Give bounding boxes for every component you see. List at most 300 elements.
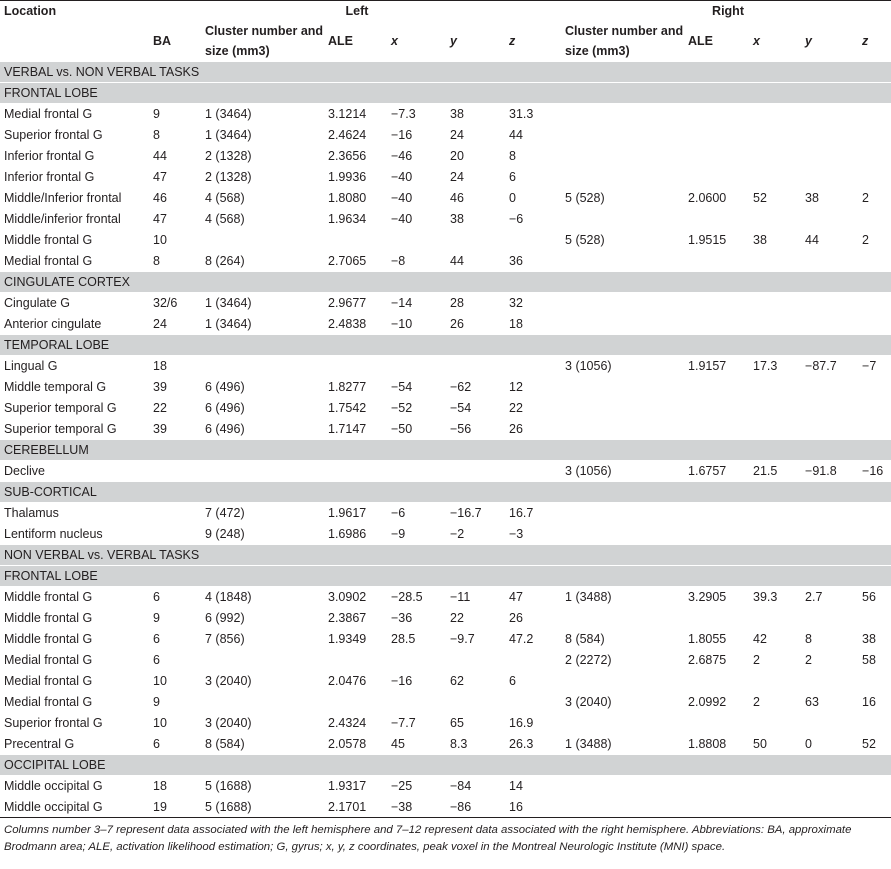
table-row bbox=[0, 713, 891, 734]
table-cell: 39.3 bbox=[749, 587, 801, 608]
table-cell: 6 bbox=[505, 167, 561, 188]
section-row bbox=[0, 482, 891, 503]
table-cell bbox=[858, 419, 891, 440]
table-cell bbox=[858, 125, 891, 146]
table-cell bbox=[749, 104, 801, 125]
table-cell: 1 (3488) bbox=[561, 587, 684, 608]
table-cell bbox=[684, 251, 749, 272]
table-cell: Inferior frontal G bbox=[0, 167, 149, 188]
table-cell: 1 (3464) bbox=[201, 104, 324, 125]
table-cell: 5 (1688) bbox=[201, 797, 324, 818]
table-cell bbox=[561, 524, 684, 545]
table-cell: 38 bbox=[749, 230, 801, 251]
table-cell bbox=[201, 650, 324, 671]
table-cell: −40 bbox=[387, 167, 446, 188]
table-cell: 47.2 bbox=[505, 629, 561, 650]
table-cell: −16 bbox=[387, 125, 446, 146]
table-cell: Anterior cingulate bbox=[0, 314, 149, 335]
table-cell bbox=[801, 314, 858, 335]
table-cell: Superior temporal G bbox=[0, 419, 149, 440]
table-row bbox=[0, 524, 891, 545]
table-cell bbox=[801, 797, 858, 818]
section-label: CEREBELLUM bbox=[0, 440, 891, 461]
table-cell: 65 bbox=[446, 713, 505, 734]
table-cell: −46 bbox=[387, 146, 446, 167]
table-cell bbox=[684, 503, 749, 524]
table-cell: 28 bbox=[446, 293, 505, 314]
table-cell: 46 bbox=[446, 188, 505, 209]
table-row bbox=[0, 188, 891, 209]
table-cell: 47 bbox=[149, 209, 201, 230]
table-cell: 2.7 bbox=[801, 587, 858, 608]
table-cell: 2 bbox=[858, 230, 891, 251]
table-cell bbox=[561, 608, 684, 629]
table-cell: 47 bbox=[505, 587, 561, 608]
table-cell: 16.7 bbox=[505, 503, 561, 524]
table-cell: 16.9 bbox=[505, 713, 561, 734]
table-cell: 39 bbox=[149, 377, 201, 398]
table-row bbox=[0, 230, 891, 251]
table-cell: 10 bbox=[149, 713, 201, 734]
table-cell bbox=[201, 356, 324, 377]
table-cell: 2 (1328) bbox=[201, 167, 324, 188]
table-cell: −16 bbox=[387, 671, 446, 692]
table-cell: 24 bbox=[149, 314, 201, 335]
table-cell: 3.2905 bbox=[684, 587, 749, 608]
table-cell: 2.9677 bbox=[324, 293, 387, 314]
table-cell: 6 bbox=[149, 629, 201, 650]
table-cell bbox=[561, 398, 684, 419]
table-cell bbox=[324, 461, 387, 482]
left-hemisphere-header bbox=[149, 1, 561, 22]
table-cell: 24 bbox=[446, 125, 505, 146]
table-cell bbox=[749, 608, 801, 629]
table-cell: 39 bbox=[149, 419, 201, 440]
table-row bbox=[0, 104, 891, 125]
table-cell bbox=[801, 713, 858, 734]
table-cell: 16 bbox=[505, 797, 561, 818]
table-cell: −16 bbox=[858, 461, 891, 482]
table-cell: 1.6986 bbox=[324, 524, 387, 545]
table-cell: 7 (856) bbox=[201, 629, 324, 650]
col-left-ale: ALE bbox=[328, 34, 353, 48]
table-cell bbox=[561, 125, 684, 146]
table-cell bbox=[446, 650, 505, 671]
table-cell: 2 bbox=[749, 692, 801, 713]
table-cell bbox=[858, 314, 891, 335]
table-cell bbox=[149, 503, 201, 524]
table-row bbox=[0, 776, 891, 797]
table-cell: 8 bbox=[505, 146, 561, 167]
table-row bbox=[0, 734, 891, 755]
table-cell: 2.6875 bbox=[684, 650, 749, 671]
table-cell: 2 bbox=[801, 650, 858, 671]
table-cell: 42 bbox=[749, 629, 801, 650]
table-cell bbox=[858, 146, 891, 167]
table-cell bbox=[561, 209, 684, 230]
table-cell: Lingual G bbox=[0, 356, 149, 377]
table-cell: 31.3 bbox=[505, 104, 561, 125]
table-cell: 19 bbox=[149, 797, 201, 818]
table-cell: Inferior frontal G bbox=[0, 146, 149, 167]
section-label: SUB-CORTICAL bbox=[0, 482, 891, 503]
table-cell: 36 bbox=[505, 251, 561, 272]
table-cell bbox=[858, 209, 891, 230]
table-cell: −8 bbox=[387, 251, 446, 272]
table-cell: 2.0992 bbox=[684, 692, 749, 713]
table-cell: 44 bbox=[149, 146, 201, 167]
table-cell: 44 bbox=[446, 251, 505, 272]
table-cell: 8.3 bbox=[446, 734, 505, 755]
table-cell bbox=[446, 356, 505, 377]
table-cell bbox=[561, 251, 684, 272]
table-cell bbox=[561, 797, 684, 818]
table-cell: 2 bbox=[749, 650, 801, 671]
table-cell: Middle occipital G bbox=[0, 797, 149, 818]
table-cell: 32 bbox=[505, 293, 561, 314]
col-right-z: z bbox=[862, 34, 869, 48]
table-cell: 63 bbox=[801, 692, 858, 713]
table-cell: 18 bbox=[505, 314, 561, 335]
table-cell: 6 bbox=[149, 587, 201, 608]
table-cell bbox=[801, 671, 858, 692]
table-cell: 8 (584) bbox=[201, 734, 324, 755]
table-cell bbox=[324, 692, 387, 713]
table-cell: −3 bbox=[505, 524, 561, 545]
table-row bbox=[0, 314, 891, 335]
table-cell: 1.9936 bbox=[324, 167, 387, 188]
table-cell bbox=[387, 461, 446, 482]
table-cell bbox=[801, 209, 858, 230]
table-footnote: Columns number 3–7 represent data associated with the left hemisphere and 7–12 represent data associated with the right hemisphere. Abbreviations: BA, approximate Brodmann area; ALE, activation likelihood estimation; G, gyrus; x, y, z coordinates, peak voxel in the Montreal Neurologic Institute (MNI) space. bbox=[4, 824, 852, 853]
section-label: VERBAL vs. NON VERBAL TASKS bbox=[0, 62, 891, 83]
table-cell bbox=[505, 650, 561, 671]
table-cell: Cingulate G bbox=[0, 293, 149, 314]
table-cell: 7 (472) bbox=[201, 503, 324, 524]
table-cell: 18 bbox=[149, 356, 201, 377]
table-cell bbox=[684, 293, 749, 314]
table-cell: −84 bbox=[446, 776, 505, 797]
table-cell: 2.3656 bbox=[324, 146, 387, 167]
table-cell bbox=[749, 419, 801, 440]
table-cell: 2.1701 bbox=[324, 797, 387, 818]
table-row bbox=[0, 692, 891, 713]
table-cell bbox=[684, 398, 749, 419]
table-cell: 45 bbox=[387, 734, 446, 755]
table-cell: 9 (248) bbox=[201, 524, 324, 545]
table-cell bbox=[505, 461, 561, 482]
col-left-y: y bbox=[450, 34, 457, 48]
col-ba: BA bbox=[153, 34, 172, 48]
table-cell: 8 (584) bbox=[561, 629, 684, 650]
table-cell bbox=[561, 104, 684, 125]
table-cell: 38 bbox=[858, 629, 891, 650]
table-cell: 6 bbox=[149, 734, 201, 755]
table-cell: 0 bbox=[505, 188, 561, 209]
table-cell bbox=[324, 230, 387, 251]
table-cell: Medial frontal G bbox=[0, 671, 149, 692]
section-row bbox=[0, 335, 891, 356]
table-cell: 3 (1056) bbox=[561, 356, 684, 377]
table-cell: −54 bbox=[446, 398, 505, 419]
table-cell: Middle/inferior frontal bbox=[0, 209, 149, 230]
section-row bbox=[0, 62, 891, 83]
table-cell bbox=[749, 713, 801, 734]
table-cell: −87.7 bbox=[801, 356, 858, 377]
col-right-y: y bbox=[805, 34, 812, 48]
table-cell: 38 bbox=[446, 209, 505, 230]
table-cell: 1.9157 bbox=[684, 356, 749, 377]
table-cell: 6 (496) bbox=[201, 419, 324, 440]
table-cell: 52 bbox=[749, 188, 801, 209]
table-cell: −7.7 bbox=[387, 713, 446, 734]
table-cell: 1.7542 bbox=[324, 398, 387, 419]
table-cell: 0 bbox=[801, 734, 858, 755]
col-left-x: x bbox=[391, 34, 398, 48]
table-cell bbox=[858, 503, 891, 524]
table-row bbox=[0, 167, 891, 188]
table-cell bbox=[684, 713, 749, 734]
table-cell: Declive bbox=[0, 461, 149, 482]
table-cell: 2.4838 bbox=[324, 314, 387, 335]
table-row bbox=[0, 209, 891, 230]
table-cell: Middle frontal G bbox=[0, 608, 149, 629]
table-cell bbox=[561, 671, 684, 692]
table-cell: −7.3 bbox=[387, 104, 446, 125]
table-cell: −25 bbox=[387, 776, 446, 797]
left-header-label: Left bbox=[345, 4, 369, 18]
table-cell bbox=[858, 398, 891, 419]
table-cell: 62 bbox=[446, 671, 505, 692]
table-cell bbox=[684, 671, 749, 692]
table-cell: −9 bbox=[387, 524, 446, 545]
table-cell: −6 bbox=[505, 209, 561, 230]
table-cell bbox=[801, 293, 858, 314]
table-cell: 2.7065 bbox=[324, 251, 387, 272]
table-cell bbox=[749, 524, 801, 545]
table-cell: −38 bbox=[387, 797, 446, 818]
table-cell bbox=[801, 608, 858, 629]
table-cell bbox=[201, 461, 324, 482]
table-cell: 9 bbox=[149, 692, 201, 713]
col-right-x: x bbox=[753, 34, 760, 48]
table-cell: 8 bbox=[149, 251, 201, 272]
table-cell: 3.0902 bbox=[324, 587, 387, 608]
table-cell: 8 bbox=[801, 629, 858, 650]
table-cell bbox=[684, 608, 749, 629]
table-cell: 21.5 bbox=[749, 461, 801, 482]
table-row bbox=[0, 398, 891, 419]
table-cell bbox=[561, 503, 684, 524]
table-cell: 56 bbox=[858, 587, 891, 608]
table-cell bbox=[801, 503, 858, 524]
table-cell bbox=[749, 209, 801, 230]
table-cell: 52 bbox=[858, 734, 891, 755]
table-cell: 4 (568) bbox=[201, 209, 324, 230]
table-cell: 20 bbox=[446, 146, 505, 167]
section-row bbox=[0, 566, 891, 587]
table-cell bbox=[858, 713, 891, 734]
table-cell: −40 bbox=[387, 188, 446, 209]
table-cell bbox=[387, 650, 446, 671]
table-cell: −16.7 bbox=[446, 503, 505, 524]
section-label: NON VERBAL vs. VERBAL TASKS bbox=[0, 545, 891, 566]
table-cell bbox=[749, 671, 801, 692]
table-cell: 1 (3464) bbox=[201, 314, 324, 335]
table-cell: −7 bbox=[858, 356, 891, 377]
table-cell: Superior temporal G bbox=[0, 398, 149, 419]
table-cell bbox=[749, 776, 801, 797]
table-cell: 6 bbox=[505, 671, 561, 692]
table-cell: 2.3867 bbox=[324, 608, 387, 629]
table-cell bbox=[324, 650, 387, 671]
table-cell: 44 bbox=[801, 230, 858, 251]
table-cell: −54 bbox=[387, 377, 446, 398]
table-row bbox=[0, 461, 891, 482]
table-cell bbox=[858, 167, 891, 188]
table-cell: −2 bbox=[446, 524, 505, 545]
table-cell: Middle frontal G bbox=[0, 587, 149, 608]
table-cell bbox=[684, 776, 749, 797]
table-cell: 1 (3488) bbox=[561, 734, 684, 755]
table-row bbox=[0, 671, 891, 692]
table-cell bbox=[505, 692, 561, 713]
table-cell: −91.8 bbox=[801, 461, 858, 482]
section-row bbox=[0, 440, 891, 461]
table-cell bbox=[749, 314, 801, 335]
table-cell: 6 bbox=[149, 650, 201, 671]
table-cell: −52 bbox=[387, 398, 446, 419]
table-cell: Medial frontal G bbox=[0, 692, 149, 713]
table-cell bbox=[749, 146, 801, 167]
table-cell: 22 bbox=[505, 398, 561, 419]
table-cell: 26 bbox=[505, 419, 561, 440]
table-cell bbox=[684, 524, 749, 545]
table-cell bbox=[749, 125, 801, 146]
table-cell: −40 bbox=[387, 209, 446, 230]
table-row bbox=[0, 797, 891, 818]
table-cell: 4 (1848) bbox=[201, 587, 324, 608]
table-cell bbox=[561, 314, 684, 335]
table-cell bbox=[684, 167, 749, 188]
table-cell: 3 (2040) bbox=[201, 671, 324, 692]
table-cell: 8 bbox=[149, 125, 201, 146]
table-cell: Medial frontal G bbox=[0, 104, 149, 125]
table-cell bbox=[324, 356, 387, 377]
table-cell: 5 (1688) bbox=[201, 776, 324, 797]
table-cell: 2 (1328) bbox=[201, 146, 324, 167]
table-cell bbox=[684, 314, 749, 335]
table-cell: Superior frontal G bbox=[0, 125, 149, 146]
table-cell bbox=[749, 797, 801, 818]
table-row bbox=[0, 650, 891, 671]
location-subheader-blank bbox=[0, 21, 149, 62]
table-cell: −10 bbox=[387, 314, 446, 335]
table-cell bbox=[801, 146, 858, 167]
table-cell: 1.9317 bbox=[324, 776, 387, 797]
right-header-label: Right bbox=[712, 4, 744, 18]
table-cell bbox=[749, 398, 801, 419]
table-cell: 1 (3464) bbox=[201, 125, 324, 146]
table-row bbox=[0, 356, 891, 377]
table-cell bbox=[561, 146, 684, 167]
table-cell: 1.8808 bbox=[684, 734, 749, 755]
table-cell: Middle frontal G bbox=[0, 230, 149, 251]
table-cell: 26 bbox=[505, 608, 561, 629]
table-cell bbox=[201, 230, 324, 251]
section-label: TEMPORAL LOBE bbox=[0, 335, 891, 356]
table-cell bbox=[858, 776, 891, 797]
table-cell: Superior frontal G bbox=[0, 713, 149, 734]
table-cell: 2 (2272) bbox=[561, 650, 684, 671]
section-row bbox=[0, 755, 891, 776]
location-header: Location bbox=[0, 1, 149, 22]
table-row bbox=[0, 146, 891, 167]
table-cell: 2.0600 bbox=[684, 188, 749, 209]
table-cell: Middle temporal G bbox=[0, 377, 149, 398]
table-cell: −62 bbox=[446, 377, 505, 398]
table-cell bbox=[201, 692, 324, 713]
table-cell bbox=[801, 377, 858, 398]
table-cell bbox=[749, 293, 801, 314]
table-row bbox=[0, 377, 891, 398]
table-cell: 18 bbox=[149, 776, 201, 797]
table-cell bbox=[801, 776, 858, 797]
table-cell bbox=[505, 356, 561, 377]
table-cell: 17.3 bbox=[749, 356, 801, 377]
table-cell bbox=[858, 524, 891, 545]
table-cell bbox=[801, 524, 858, 545]
table-cell: 2.4624 bbox=[324, 125, 387, 146]
table-cell: 16 bbox=[858, 692, 891, 713]
table-cell bbox=[749, 167, 801, 188]
table-cell: −11 bbox=[446, 587, 505, 608]
table-cell: 12 bbox=[505, 377, 561, 398]
table-cell: −14 bbox=[387, 293, 446, 314]
table-cell: 32/6 bbox=[149, 293, 201, 314]
table-cell: 47 bbox=[149, 167, 201, 188]
table-cell bbox=[858, 104, 891, 125]
table-cell bbox=[149, 524, 201, 545]
table-cell bbox=[149, 461, 201, 482]
table-cell: 4 (568) bbox=[201, 188, 324, 209]
table-cell: Precentral G bbox=[0, 734, 149, 755]
table-cell: −28.5 bbox=[387, 587, 446, 608]
table-cell: 1.8055 bbox=[684, 629, 749, 650]
table-cell: 1.8080 bbox=[324, 188, 387, 209]
section-label: CINGULATE CORTEX bbox=[0, 272, 891, 293]
table-cell: −50 bbox=[387, 419, 446, 440]
table-cell: 24 bbox=[446, 167, 505, 188]
table-cell: 5 (528) bbox=[561, 230, 684, 251]
table-cell bbox=[561, 293, 684, 314]
table-cell: Thalamus bbox=[0, 503, 149, 524]
table-cell: 3 (2040) bbox=[201, 713, 324, 734]
table-cell bbox=[446, 692, 505, 713]
table-cell: Lentiform nucleus bbox=[0, 524, 149, 545]
table-cell bbox=[561, 776, 684, 797]
table-cell: 38 bbox=[801, 188, 858, 209]
section-row bbox=[0, 545, 891, 566]
table-cell bbox=[858, 377, 891, 398]
table-cell: 2.4324 bbox=[324, 713, 387, 734]
section-row bbox=[0, 272, 891, 293]
table-cell bbox=[801, 398, 858, 419]
table-cell bbox=[387, 692, 446, 713]
table-cell bbox=[561, 713, 684, 734]
right-hemisphere-header bbox=[561, 1, 891, 22]
table-cell: 10 bbox=[149, 230, 201, 251]
